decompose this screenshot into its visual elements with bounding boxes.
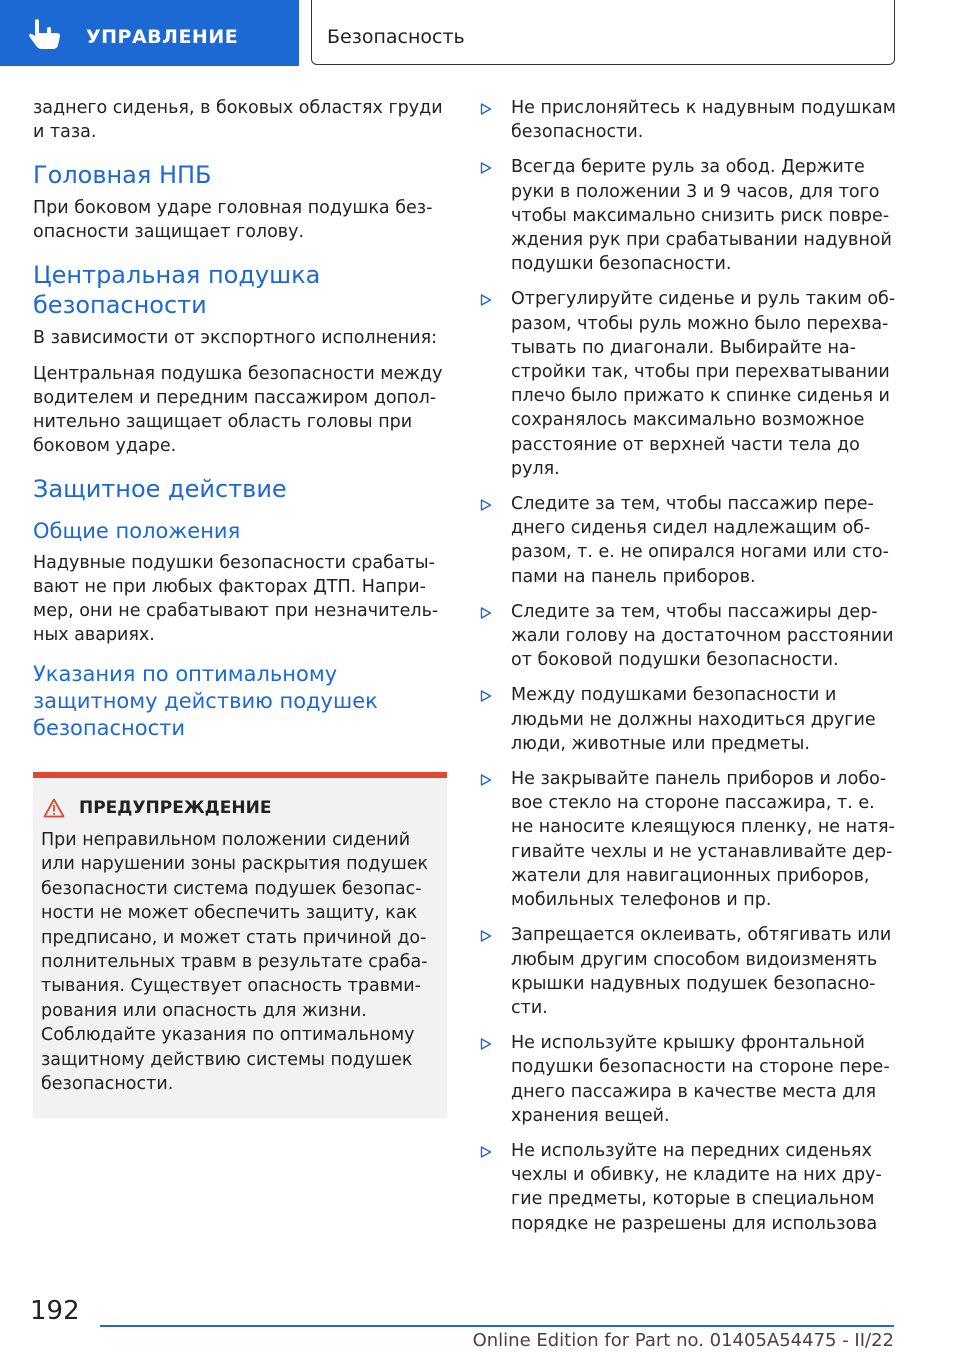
triangle-bullet-icon bbox=[480, 162, 492, 174]
triangle-bullet-icon bbox=[480, 930, 492, 942]
list-item-text: Отрегулируйте сиденье и руль таким образом, чтобы руль можно было перехватывать по диагонали. Выбирайте настройки так, чтобы при перехватывании плечо было прижато к спинке сиденья и сохранялось максимально возможное расстояние от верхней части тела до руля. bbox=[511, 289, 896, 479]
list-item bbox=[480, 492, 900, 589]
triangle-bullet-icon bbox=[480, 499, 492, 511]
section-title: Безопасность bbox=[327, 26, 465, 48]
list-item-text: Запрещается оклеивать, обтягивать или любым другим способом видоизменять крышки надувных подушек безопасности. bbox=[511, 925, 892, 1018]
center-airbag-heading: Центральная подушка безопасности bbox=[33, 261, 321, 319]
list-item bbox=[480, 923, 900, 1020]
page-number: 192 bbox=[30, 1296, 80, 1326]
list-item-text: Не используйте на передних сиденьях чехлы и обивку, не кладите на них другие предметы, которые в специальном порядке не разрешены для использова bbox=[511, 1140, 882, 1234]
footer-edition: Online Edition for Part no. 01405A54475 - II/22 bbox=[472, 1330, 894, 1351]
intro-text: заднего сиденья, в боковых областях груди и таза. bbox=[33, 98, 443, 142]
left-column bbox=[33, 96, 447, 1118]
hand-pointer-icon bbox=[26, 18, 66, 52]
general-text: Надувные подушки безопасности срабатывают не при любых факторах ДТП. Например, они не срабатывают при незначительных авариях. bbox=[33, 553, 439, 645]
list-item-text: Следите за тем, чтобы пассажир переднего сиденья сидел надлежащим образом, т. е. не опирался ногами или стопами на панель приборов. bbox=[511, 494, 889, 587]
list-item bbox=[480, 1139, 900, 1236]
list-item-text: Следите за тем, чтобы пассажиры держали голову на достаточном расстоянии от боковой подушки безопасности. bbox=[511, 601, 894, 671]
warning-title: ПРЕДУПРЕЖДЕНИЕ bbox=[79, 798, 272, 818]
header-chapter-tab[interactable] bbox=[0, 0, 299, 66]
list-item bbox=[480, 287, 900, 481]
list-item bbox=[480, 96, 900, 144]
triangle-bullet-icon bbox=[480, 1038, 492, 1050]
list-item bbox=[480, 1031, 900, 1128]
protective-action-heading: Защитное действие bbox=[33, 475, 287, 503]
head-airbag-text: При боковом ударе головная подушка безопасности защищает голову. bbox=[33, 198, 433, 242]
triangle-bullet-icon bbox=[480, 1146, 492, 1158]
optimal-protection-subheading: Указания по оптимальному защитному действию подушек безопасности bbox=[33, 662, 378, 740]
warning-header bbox=[41, 798, 437, 818]
triangle-bullet-icon bbox=[480, 607, 492, 619]
general-subheading: Общие положения bbox=[33, 519, 241, 543]
center-airbag-text-2: Центральная подушка безопасности между водителем и передним пассажиром дополнительно защищает область головы при боковом ударе. bbox=[33, 364, 443, 456]
list-item-text: Не прислоняйтесь к надувным подушкам безопасности. bbox=[511, 98, 896, 143]
instruction-list bbox=[480, 96, 900, 1236]
head-airbag-heading: Головная НПБ bbox=[33, 161, 212, 189]
warning-triangle-icon bbox=[43, 798, 65, 818]
list-item-text: Не используйте крышку фронтальной подушки безопасности на стороне переднего пассажира в качестве места для хранения вещей. bbox=[511, 1033, 890, 1126]
list-item-text: Всегда берите руль за обод. Держите руки в положении 3 и 9 часов, для того чтобы максимально снизить риск повреждения рук при срабатывании надувной подушки безопасности. bbox=[511, 157, 892, 275]
section-header bbox=[311, 0, 895, 65]
list-item bbox=[480, 600, 900, 673]
triangle-bullet-icon bbox=[480, 103, 492, 115]
center-airbag-text-1: В зависимости от экспортного исполнения: bbox=[33, 328, 438, 348]
triangle-bullet-icon bbox=[480, 690, 492, 702]
chapter-label: УПРАВЛЕНИЕ bbox=[86, 26, 239, 48]
triangle-bullet-icon bbox=[480, 774, 492, 786]
right-column bbox=[480, 96, 900, 1247]
triangle-bullet-icon bbox=[480, 294, 492, 306]
list-item-text: Не закрывайте панель приборов и лобовое стекло на стороне пассажира, т. е. не наносите клеящуюся пленку, не натягивайте чехлы и не устанавливайте держатели для навигационных приборов, мобильных телефонов и пр. bbox=[511, 769, 895, 911]
list-item bbox=[480, 683, 900, 756]
warning-box bbox=[33, 772, 447, 1118]
list-item-text: Между подушками безопасности и людьми не должны находиться другие люди, животные или предметы. bbox=[511, 685, 876, 754]
warning-text: При неправильном положении сидений или нарушении зоны раскрытия подушек безопасности система подушек безопасности не может обеспечить защиту, как предписано, и может стать причиной дополнительных травм в результате срабатывания. Существует опасность травмирования или опасность для жизни. Соблюдайте указания по оптимальному защитному действию системы подушек безопасности. bbox=[41, 830, 429, 1095]
list-item bbox=[480, 767, 900, 912]
footer-divider bbox=[100, 1325, 894, 1327]
list-item bbox=[480, 155, 900, 276]
